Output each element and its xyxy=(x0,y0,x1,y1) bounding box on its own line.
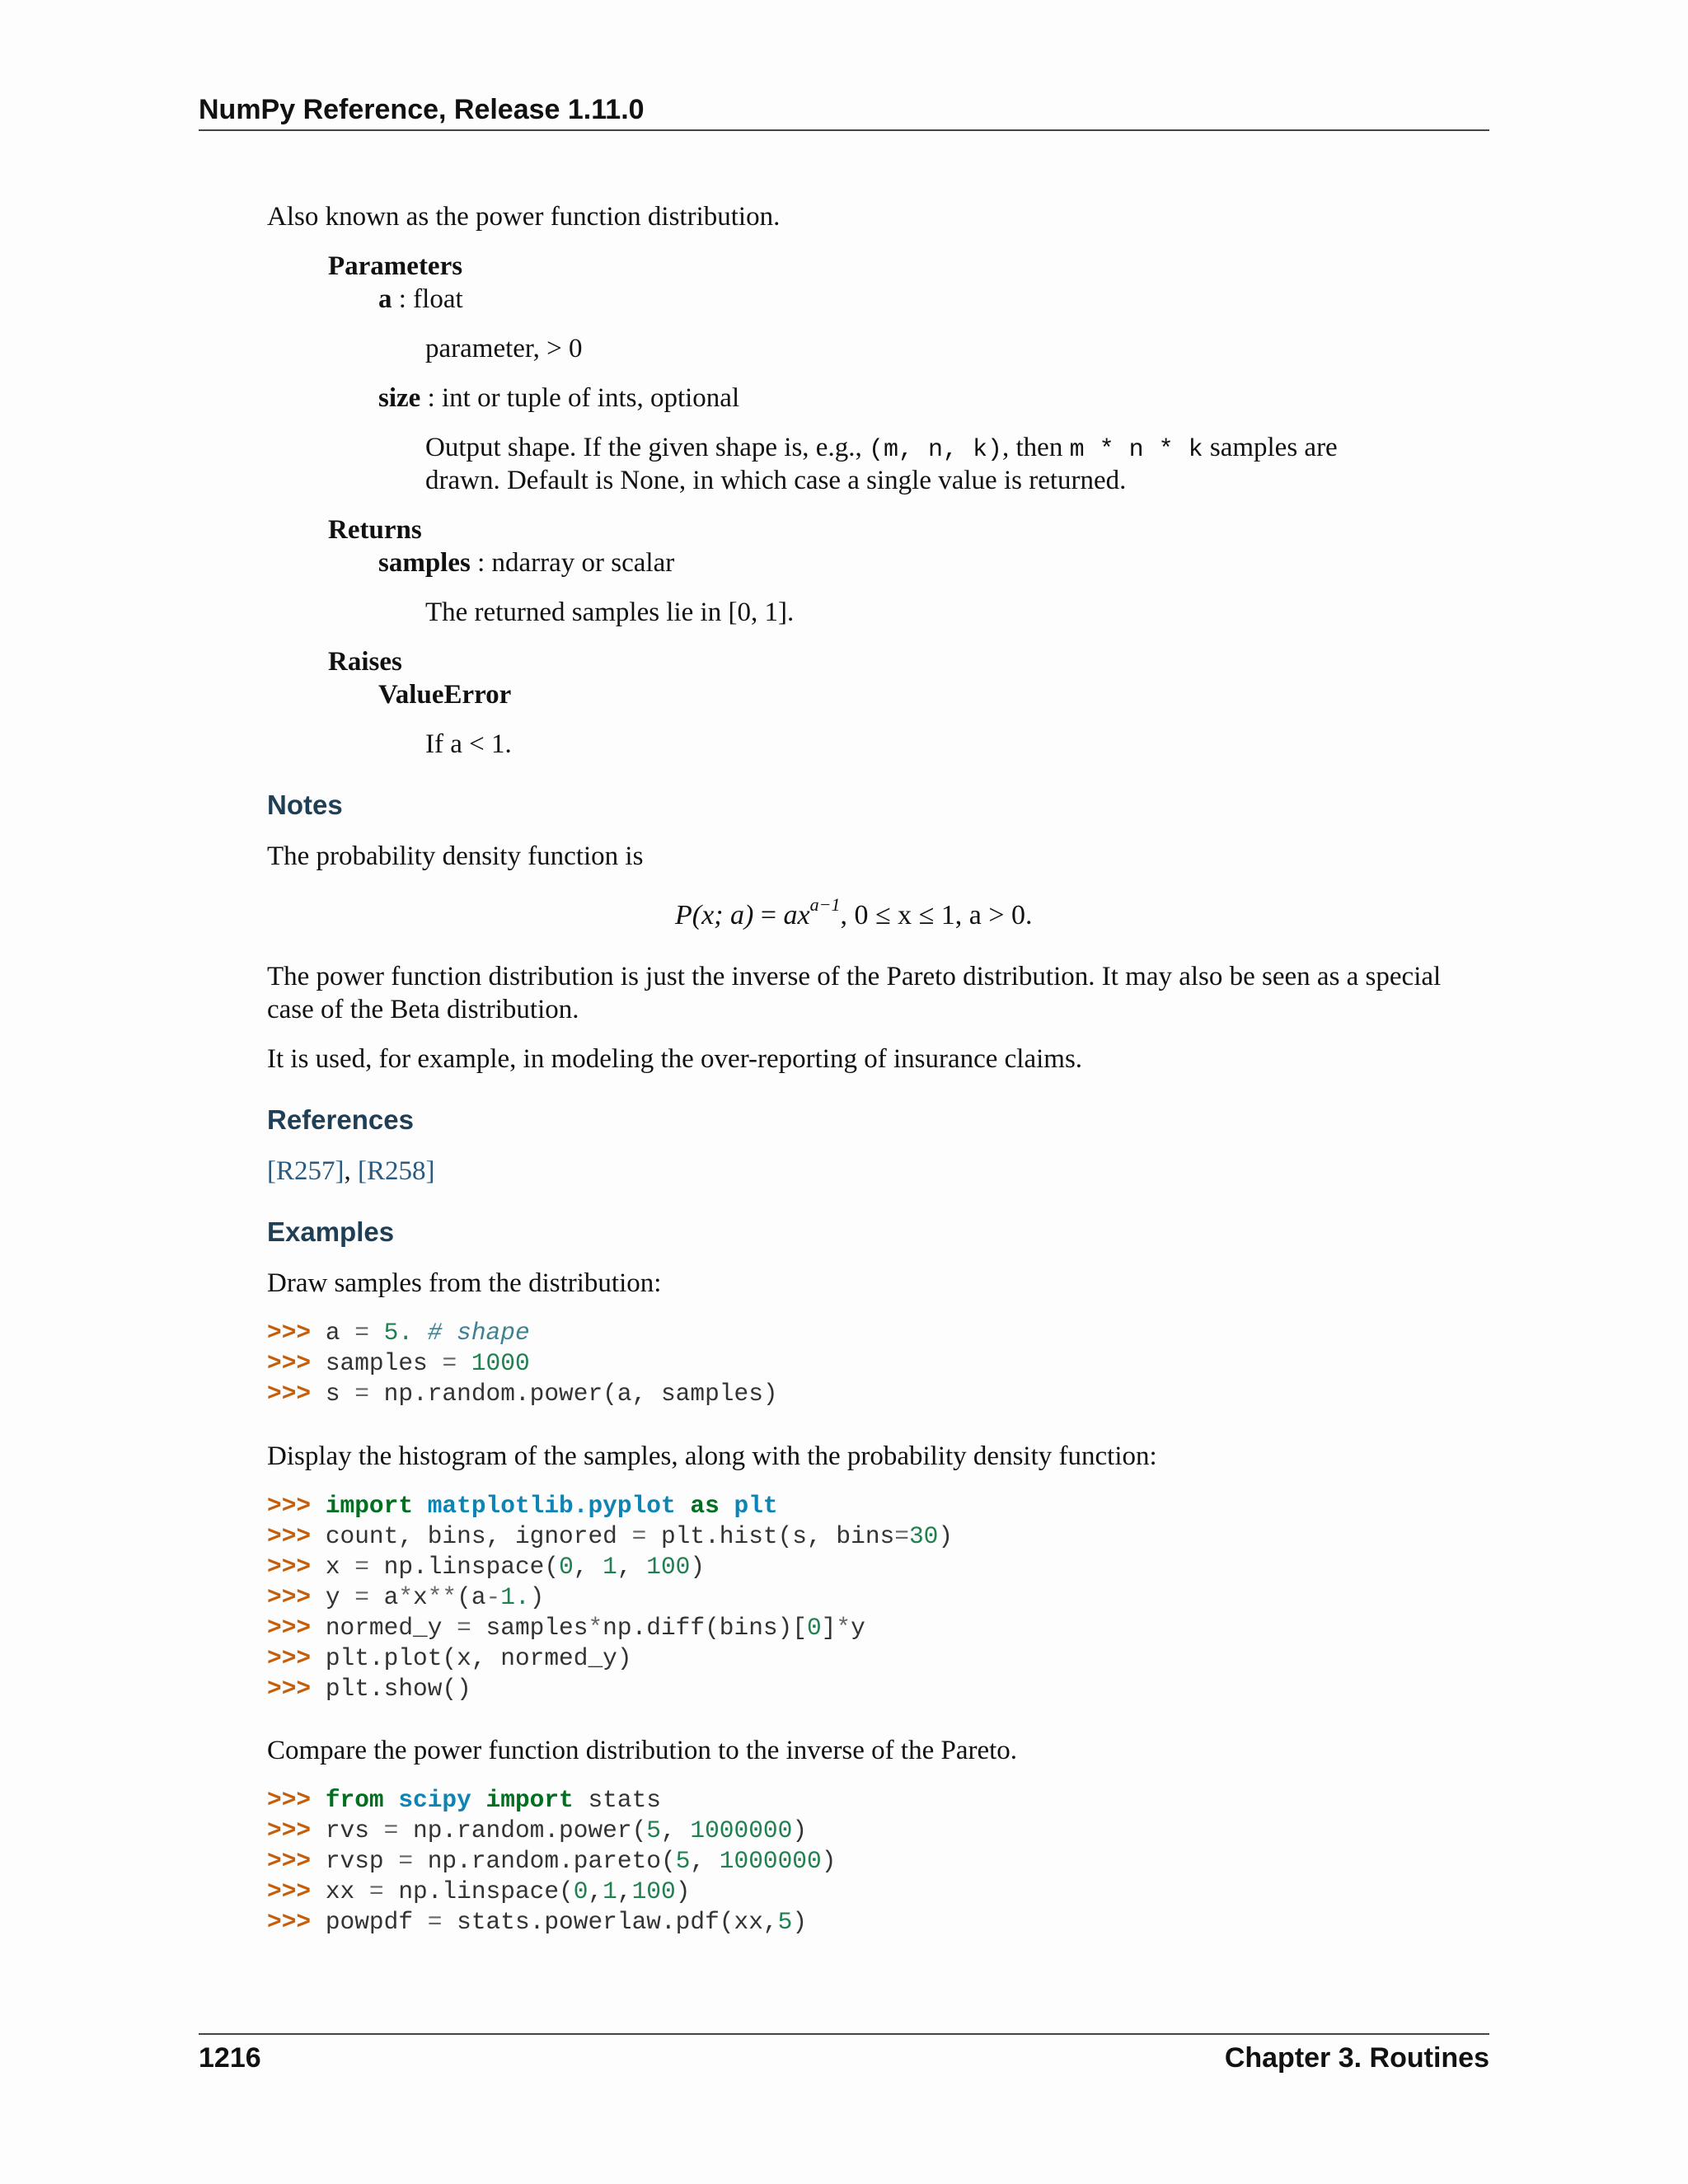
code-token: ) xyxy=(675,1877,691,1905)
code-token: , xyxy=(588,1877,603,1905)
code-token: (a xyxy=(457,1583,486,1611)
code-token: , xyxy=(617,1877,632,1905)
raises-heading: Raises xyxy=(328,647,402,677)
code-prompt: >>> xyxy=(267,1553,326,1581)
code-token: x xyxy=(325,1553,355,1581)
notes-heading: Notes xyxy=(267,790,343,820)
code-token: # shape xyxy=(427,1319,530,1347)
equation-exponent: a−1 xyxy=(809,894,841,915)
examples-intro3: Compare the power function distribution to the inverse of the Pareto. xyxy=(267,1736,1018,1765)
code-token: np.linspace( xyxy=(368,1553,560,1581)
code-token xyxy=(413,1492,428,1520)
code-token: 1000000 xyxy=(719,1847,822,1875)
pdf-equation xyxy=(675,894,1033,931)
code-token: = xyxy=(354,1553,369,1581)
code-token: , xyxy=(573,1553,603,1581)
code-token: np.linspace( xyxy=(383,1877,574,1905)
examples-heading: Examples xyxy=(267,1216,395,1247)
code-token: np.random.power(a, samples) xyxy=(368,1380,778,1408)
product-code: m * n * k xyxy=(1069,436,1203,464)
param-a-desc: parameter, > 0 xyxy=(425,334,583,363)
code-token: * xyxy=(398,1583,414,1611)
param-size xyxy=(378,382,739,415)
code-token: 5 xyxy=(675,1847,691,1875)
code-line xyxy=(267,1379,778,1409)
code-prompt: >>> xyxy=(267,1614,326,1642)
code-token: , xyxy=(617,1553,647,1581)
code-token xyxy=(369,1319,384,1347)
returns-desc: The returned samples lie in [0, 1]. xyxy=(425,598,795,627)
chapter-title: Chapter 3. Routines xyxy=(1224,2042,1489,2074)
code-prompt: >>> xyxy=(267,1908,326,1936)
code-prompt: >>> xyxy=(267,1380,326,1408)
param-size-desc-line2: drawn. Default is None, in which case a single value is returned. xyxy=(425,466,1127,495)
code-token: np.random.pareto( xyxy=(413,1847,676,1875)
code-token: scipy xyxy=(398,1786,471,1814)
code-token: ** xyxy=(427,1583,457,1611)
shape-code: (m, n, k) xyxy=(868,436,1002,464)
returns-item xyxy=(378,546,674,579)
code-token: * xyxy=(588,1614,603,1642)
raises-desc: If a < 1. xyxy=(425,729,512,759)
equation-rest: , 0 ≤ x ≤ 1, a > 0. xyxy=(840,900,1033,930)
code-token: 5 xyxy=(777,1908,793,1936)
code-token: y xyxy=(851,1614,865,1642)
param-size-type: int or tuple of ints, optional xyxy=(441,383,740,413)
code-token: count, bins, ignored xyxy=(325,1522,632,1550)
param-size-sep: : xyxy=(420,383,442,413)
page-number: 1216 xyxy=(199,2042,261,2074)
code-token: ] xyxy=(821,1614,837,1642)
code-block-2 xyxy=(267,1491,953,1704)
code-token: 1 xyxy=(603,1877,617,1905)
returns-type: ndarray or scalar xyxy=(491,548,675,578)
code-token: 1. xyxy=(500,1583,530,1611)
code-block-3 xyxy=(267,1785,836,1938)
code-prompt: >>> xyxy=(267,1877,326,1905)
equation-lhs: P(x; a) xyxy=(675,900,754,930)
code-line xyxy=(267,1643,953,1674)
code-line xyxy=(267,1846,836,1877)
param-a xyxy=(378,283,463,316)
code-token: 0 xyxy=(559,1553,574,1581)
code-token: np.diff(bins)[ xyxy=(603,1614,808,1642)
pdf-intro: The probability density function is xyxy=(267,841,644,871)
param-a-type: float xyxy=(413,284,463,314)
parameters-heading: Parameters xyxy=(328,251,463,281)
reference-link-r257[interactable]: [R257] xyxy=(267,1156,345,1186)
code-token: = xyxy=(368,1877,384,1905)
code-token: a xyxy=(325,1319,355,1347)
code-token: 1000 xyxy=(471,1349,530,1377)
code-prompt: >>> xyxy=(267,1847,326,1875)
code-token: = xyxy=(354,1319,369,1347)
code-line xyxy=(267,1318,778,1348)
code-token xyxy=(471,1786,486,1814)
code-prompt: >>> xyxy=(267,1816,326,1844)
param-size-desc-text-b: , then xyxy=(1002,433,1070,462)
code-token: = xyxy=(457,1614,471,1642)
code-token: = xyxy=(631,1522,647,1550)
param-size-desc-line1 xyxy=(425,431,1338,466)
code-token: samples xyxy=(325,1349,443,1377)
notes-para2: It is used, for example, in modeling the over-reporting of insurance claims. xyxy=(267,1044,1083,1074)
code-token: powpdf xyxy=(325,1908,428,1936)
code-token: rvsp xyxy=(325,1847,399,1875)
param-a-name: a xyxy=(378,284,392,314)
code-token: ) xyxy=(821,1847,837,1875)
code-token: ) xyxy=(690,1553,706,1581)
code-line xyxy=(267,1816,836,1846)
code-token: from xyxy=(325,1786,384,1814)
code-token: * xyxy=(836,1614,851,1642)
code-token: ) xyxy=(529,1583,545,1611)
code-token: x xyxy=(413,1583,428,1611)
code-token: import xyxy=(325,1492,414,1520)
returns-name: samples xyxy=(378,548,471,578)
code-prompt: >>> xyxy=(267,1522,326,1550)
code-token: 1 xyxy=(603,1553,617,1581)
equation-eq: = xyxy=(753,900,784,930)
examples-intro1: Draw samples from the distribution: xyxy=(267,1268,662,1298)
code-token: s xyxy=(325,1380,355,1408)
code-token: plt xyxy=(734,1492,778,1520)
code-token: plt.hist(s, bins xyxy=(646,1522,895,1550)
code-token: 0 xyxy=(573,1877,588,1905)
code-token xyxy=(676,1492,691,1520)
running-header-title: NumPy Reference, Release 1.11.0 xyxy=(199,94,645,125)
code-token: = xyxy=(427,1908,443,1936)
code-line xyxy=(267,1785,836,1816)
code-block-1 xyxy=(267,1318,778,1409)
param-size-name: size xyxy=(378,383,421,413)
code-token: 100 xyxy=(646,1553,691,1581)
code-token: samples xyxy=(471,1614,588,1642)
code-token: 100 xyxy=(631,1877,676,1905)
references-sep: , xyxy=(344,1156,358,1186)
code-line xyxy=(267,1907,836,1938)
param-size-desc-text-c: samples are xyxy=(1203,433,1338,462)
code-prompt: >>> xyxy=(267,1786,326,1814)
references-heading: References xyxy=(267,1104,414,1135)
code-token: matplotlib.pyplot xyxy=(427,1492,676,1520)
param-a-sep: : xyxy=(392,284,414,314)
param-size-desc-text-a: Output shape. If the given shape is, e.g., xyxy=(425,433,869,462)
code-token: normed_y xyxy=(325,1614,457,1642)
code-token: = xyxy=(383,1816,399,1844)
code-token: , xyxy=(660,1816,691,1844)
code-token: as xyxy=(690,1492,720,1520)
code-token: y xyxy=(325,1583,355,1611)
code-token: 1000000 xyxy=(690,1816,793,1844)
code-token: stats.powerlaw.pdf(xx, xyxy=(442,1908,778,1936)
code-line xyxy=(267,1552,953,1582)
code-token: plt.show() xyxy=(325,1675,471,1703)
code-line xyxy=(267,1491,953,1521)
code-token xyxy=(413,1319,428,1347)
code-token: 30 xyxy=(908,1522,939,1550)
returns-sep: : xyxy=(470,548,492,578)
raises-name: ValueError xyxy=(378,680,512,710)
code-token: rvs xyxy=(325,1816,384,1844)
code-token: a xyxy=(368,1583,399,1611)
code-token: = xyxy=(894,1522,909,1550)
code-token: ) xyxy=(792,1908,808,1936)
reference-link-r258[interactable]: [R258] xyxy=(358,1156,435,1186)
code-line xyxy=(267,1613,953,1643)
examples-intro2: Display the histogram of the samples, along with the probability density function: xyxy=(267,1441,1157,1471)
code-line xyxy=(267,1582,953,1613)
references-list xyxy=(267,1155,435,1188)
code-token: , xyxy=(690,1847,720,1875)
code-token: 5. xyxy=(383,1319,414,1347)
code-token: np.random.power( xyxy=(398,1816,647,1844)
code-token: xx xyxy=(325,1877,369,1905)
code-prompt: >>> xyxy=(267,1492,326,1520)
footer-rule xyxy=(199,2033,1489,2035)
code-prompt: >>> xyxy=(267,1644,326,1672)
code-prompt: >>> xyxy=(267,1319,326,1347)
equation-base: ax xyxy=(783,900,810,930)
code-token: 5 xyxy=(646,1816,661,1844)
code-token: = xyxy=(354,1380,369,1408)
code-prompt: >>> xyxy=(267,1349,326,1377)
code-token: import xyxy=(485,1786,574,1814)
code-token: ) xyxy=(792,1816,808,1844)
code-line xyxy=(267,1877,836,1907)
code-token: = xyxy=(398,1847,414,1875)
code-token: 0 xyxy=(807,1614,822,1642)
code-token: = xyxy=(442,1349,457,1377)
code-token: - xyxy=(485,1583,501,1611)
code-token xyxy=(457,1349,471,1377)
code-line xyxy=(267,1521,953,1552)
code-line xyxy=(267,1348,778,1379)
code-token: ) xyxy=(938,1522,954,1550)
code-token xyxy=(384,1786,399,1814)
notes-para1-line2: case of the Beta distribution. xyxy=(267,995,579,1024)
code-token: plt.plot(x, normed_y) xyxy=(325,1644,632,1672)
code-prompt: >>> xyxy=(267,1675,326,1703)
notes-para1-line1: The power function distribution is just the inverse of the Pareto distribution. It may also be seen as a special xyxy=(267,962,1442,991)
code-token: = xyxy=(354,1583,369,1611)
code-token xyxy=(720,1492,734,1520)
header-rule xyxy=(199,129,1489,131)
intro-text: Also known as the power function distribution. xyxy=(267,202,781,232)
code-line xyxy=(267,1674,953,1704)
returns-heading: Returns xyxy=(328,515,422,545)
code-token: stats xyxy=(573,1786,661,1814)
code-prompt: >>> xyxy=(267,1583,326,1611)
